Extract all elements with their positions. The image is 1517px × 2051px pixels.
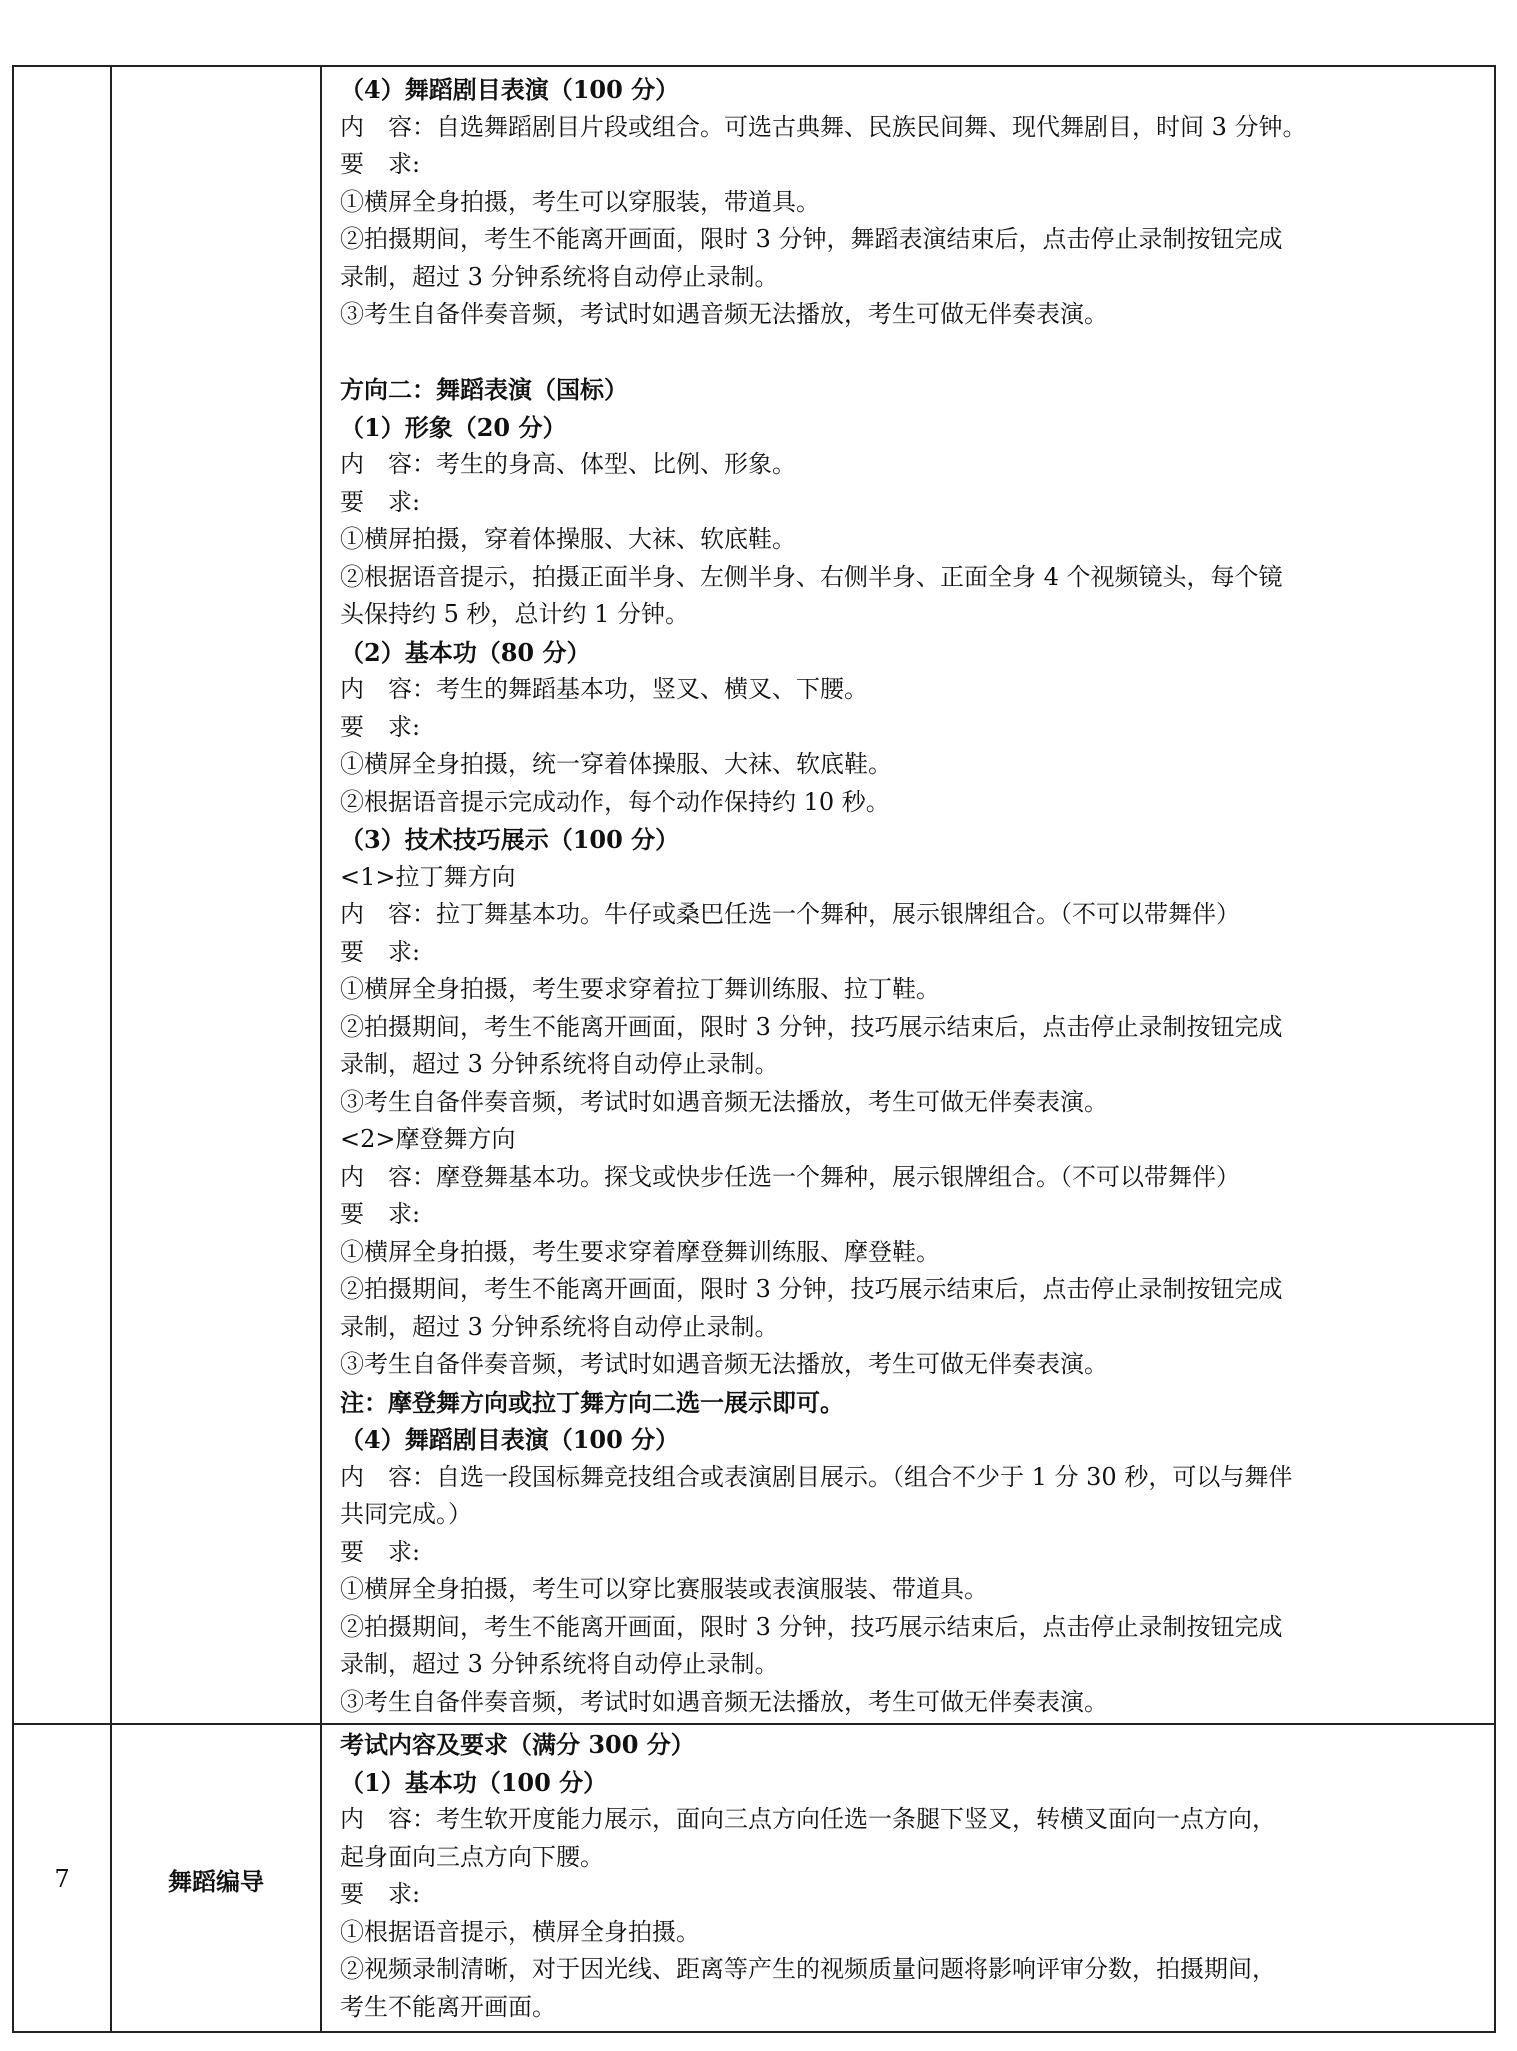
text-line: 内 容：自选一段国标舞竞技组合或表演剧目展示。（组合不少于 1 分 30 秒，可以与舞伴 [340,1462,1293,1491]
text-line: 内 容：拉丁舞基本功。牛仔或桑巴任选一个舞种，展示银牌组合。（不可以带舞伴） [340,900,1240,928]
section-heading: 方向二：舞蹈表演（国标） [340,375,628,404]
text-line: ①横屏全身拍摄，统一穿着体操服、大袜、软底鞋。 [340,750,892,778]
text-line: ②根据语音提示完成动作，每个动作保持约 10 秒。 [340,787,890,816]
section-heading: 注：摩登舞方向或拉丁舞方向二选一展示即可。 [340,1387,844,1417]
text-line: 内 容：考生的舞蹈基本功，竖叉、横叉、下腰。 [340,675,868,703]
text-line: 要 求: [340,487,421,516]
text-line: 要 求: [340,712,421,741]
text-line: 要 求: [340,150,421,178]
text-line: 要 求: [340,1200,421,1228]
text-line: ②拍摄期间，考生不能离开画面，限时 3 分钟，技巧展示结束后，点击停止录制按钮完成 [340,1275,1283,1303]
text-line: 内 容：摩登舞基本功。探戈或快步任选一个舞种，展示银牌组合。（不可以带舞伴） [340,1162,1240,1191]
text-line: 要 求: [340,937,421,966]
section-heading: （1）形象（20 分） [340,412,567,442]
text-line: ①横屏全身拍摄，考生可以穿服装，带道具。 [340,187,820,216]
text-line: <2>摩登舞方向 [340,1125,516,1153]
text-line: ①横屏全身拍摄，考生要求穿着拉丁舞训练服、拉丁鞋。 [340,975,940,1003]
text-line: <1>拉丁舞方向 [340,862,516,891]
text-line: 要 求: [340,1537,421,1566]
text-line: ②拍摄期间，考生不能离开画面，限时 3 分钟，技巧展示结束后，点击停止录制按钮完成 [340,1012,1283,1041]
text-line: ①横屏全身拍摄，考生要求穿着摩登舞训练服、摩登鞋。 [340,1237,940,1266]
section-heading: （3）技术技巧展示（100 分） [340,825,680,854]
text-line: ③考生自备伴奏音频，考试时如遇音频无法播放，考生可做无伴奏表演。 [340,1087,1108,1116]
upper-content-cell [340,71,1480,1721]
text-line: 起身面向三点方向下腰。 [340,1842,604,1871]
section-heading: （2）基本功（80 分） [340,637,591,667]
section-heading: （1）基本功（100 分） [340,1767,608,1797]
text-line: ②根据语音提示，拍摄正面半身、左侧半身、右侧半身、正面全身 4 个视频镜头，每个镜 [340,562,1283,591]
text-line: ①横屏拍摄，穿着体操服、大袜、软底鞋。 [340,525,796,553]
text-line: 共同完成。） [340,1500,472,1528]
text-line: ③考生自备伴奏音频，考试时如遇音频无法播放，考生可做无伴奏表演。 [340,1350,1108,1378]
lower-content-cell [340,1726,1480,2026]
text-line: ②视频录制清晰，对于因光线、距离等产生的视频质量问题将影响评审分数，拍摄期间， [340,1955,1276,1983]
text-line [340,334,1480,372]
section-heading: （4）舞蹈剧目表演（100 分） [340,1425,680,1454]
text-line: ①根据语音提示，横屏全身拍摄。 [340,1917,700,1946]
column-divider [320,67,322,2031]
text-line: ②拍摄期间，考生不能离开画面，限时 3 分钟，舞蹈表演结束后，点击停止录制按钮完成 [340,225,1283,253]
section-heading: （4）舞蹈剧目表演（100 分） [340,75,680,104]
text-line: 录制，超过 3 分钟系统将自动停止录制。 [340,1650,779,1678]
text-line: 考生不能离开画面。 [340,1992,556,2021]
text-line: 头保持约 5 秒，总计约 1 分钟。 [340,600,690,628]
requirements-table [12,65,1496,2033]
text-line: 内 容：考生软开度能力展示，面向三点方向任选一条腿下竖叉，转横叉面向一点方向， [340,1805,1276,1833]
section-heading: 考试内容及要求（满分 300 分） [340,1730,695,1759]
text-line: 录制，超过 3 分钟系统将自动停止录制。 [340,1312,779,1341]
text-line: ③考生自备伴奏音频，考试时如遇音频无法播放，考生可做无伴奏表演。 [340,300,1108,328]
row-number: 7 [54,1865,70,1893]
text-line: 内 容：考生的身高、体型、比例、形象。 [340,450,796,478]
text-line: 录制，超过 3 分钟系统将自动停止录制。 [340,262,779,291]
text-line: ①横屏全身拍摄，考生可以穿比赛服装或表演服装、带道具。 [340,1575,988,1603]
text-line: 录制，超过 3 分钟系统将自动停止录制。 [340,1050,779,1078]
major-name: 舞蹈编导 [168,1866,264,1896]
text-line: 要 求: [340,1880,421,1908]
text-line: ③考生自备伴奏音频，考试时如遇音频无法播放，考生可做无伴奏表演。 [340,1687,1108,1716]
text-line: 内 容：自选舞蹈剧目片段或组合。可选古典舞、民族民间舞、现代舞剧目，时间 3 分钟。 [340,112,1307,141]
text-line: ②拍摄期间，考生不能离开画面，限时 3 分钟，技巧展示结束后，点击停止录制按钮完成 [340,1612,1283,1641]
